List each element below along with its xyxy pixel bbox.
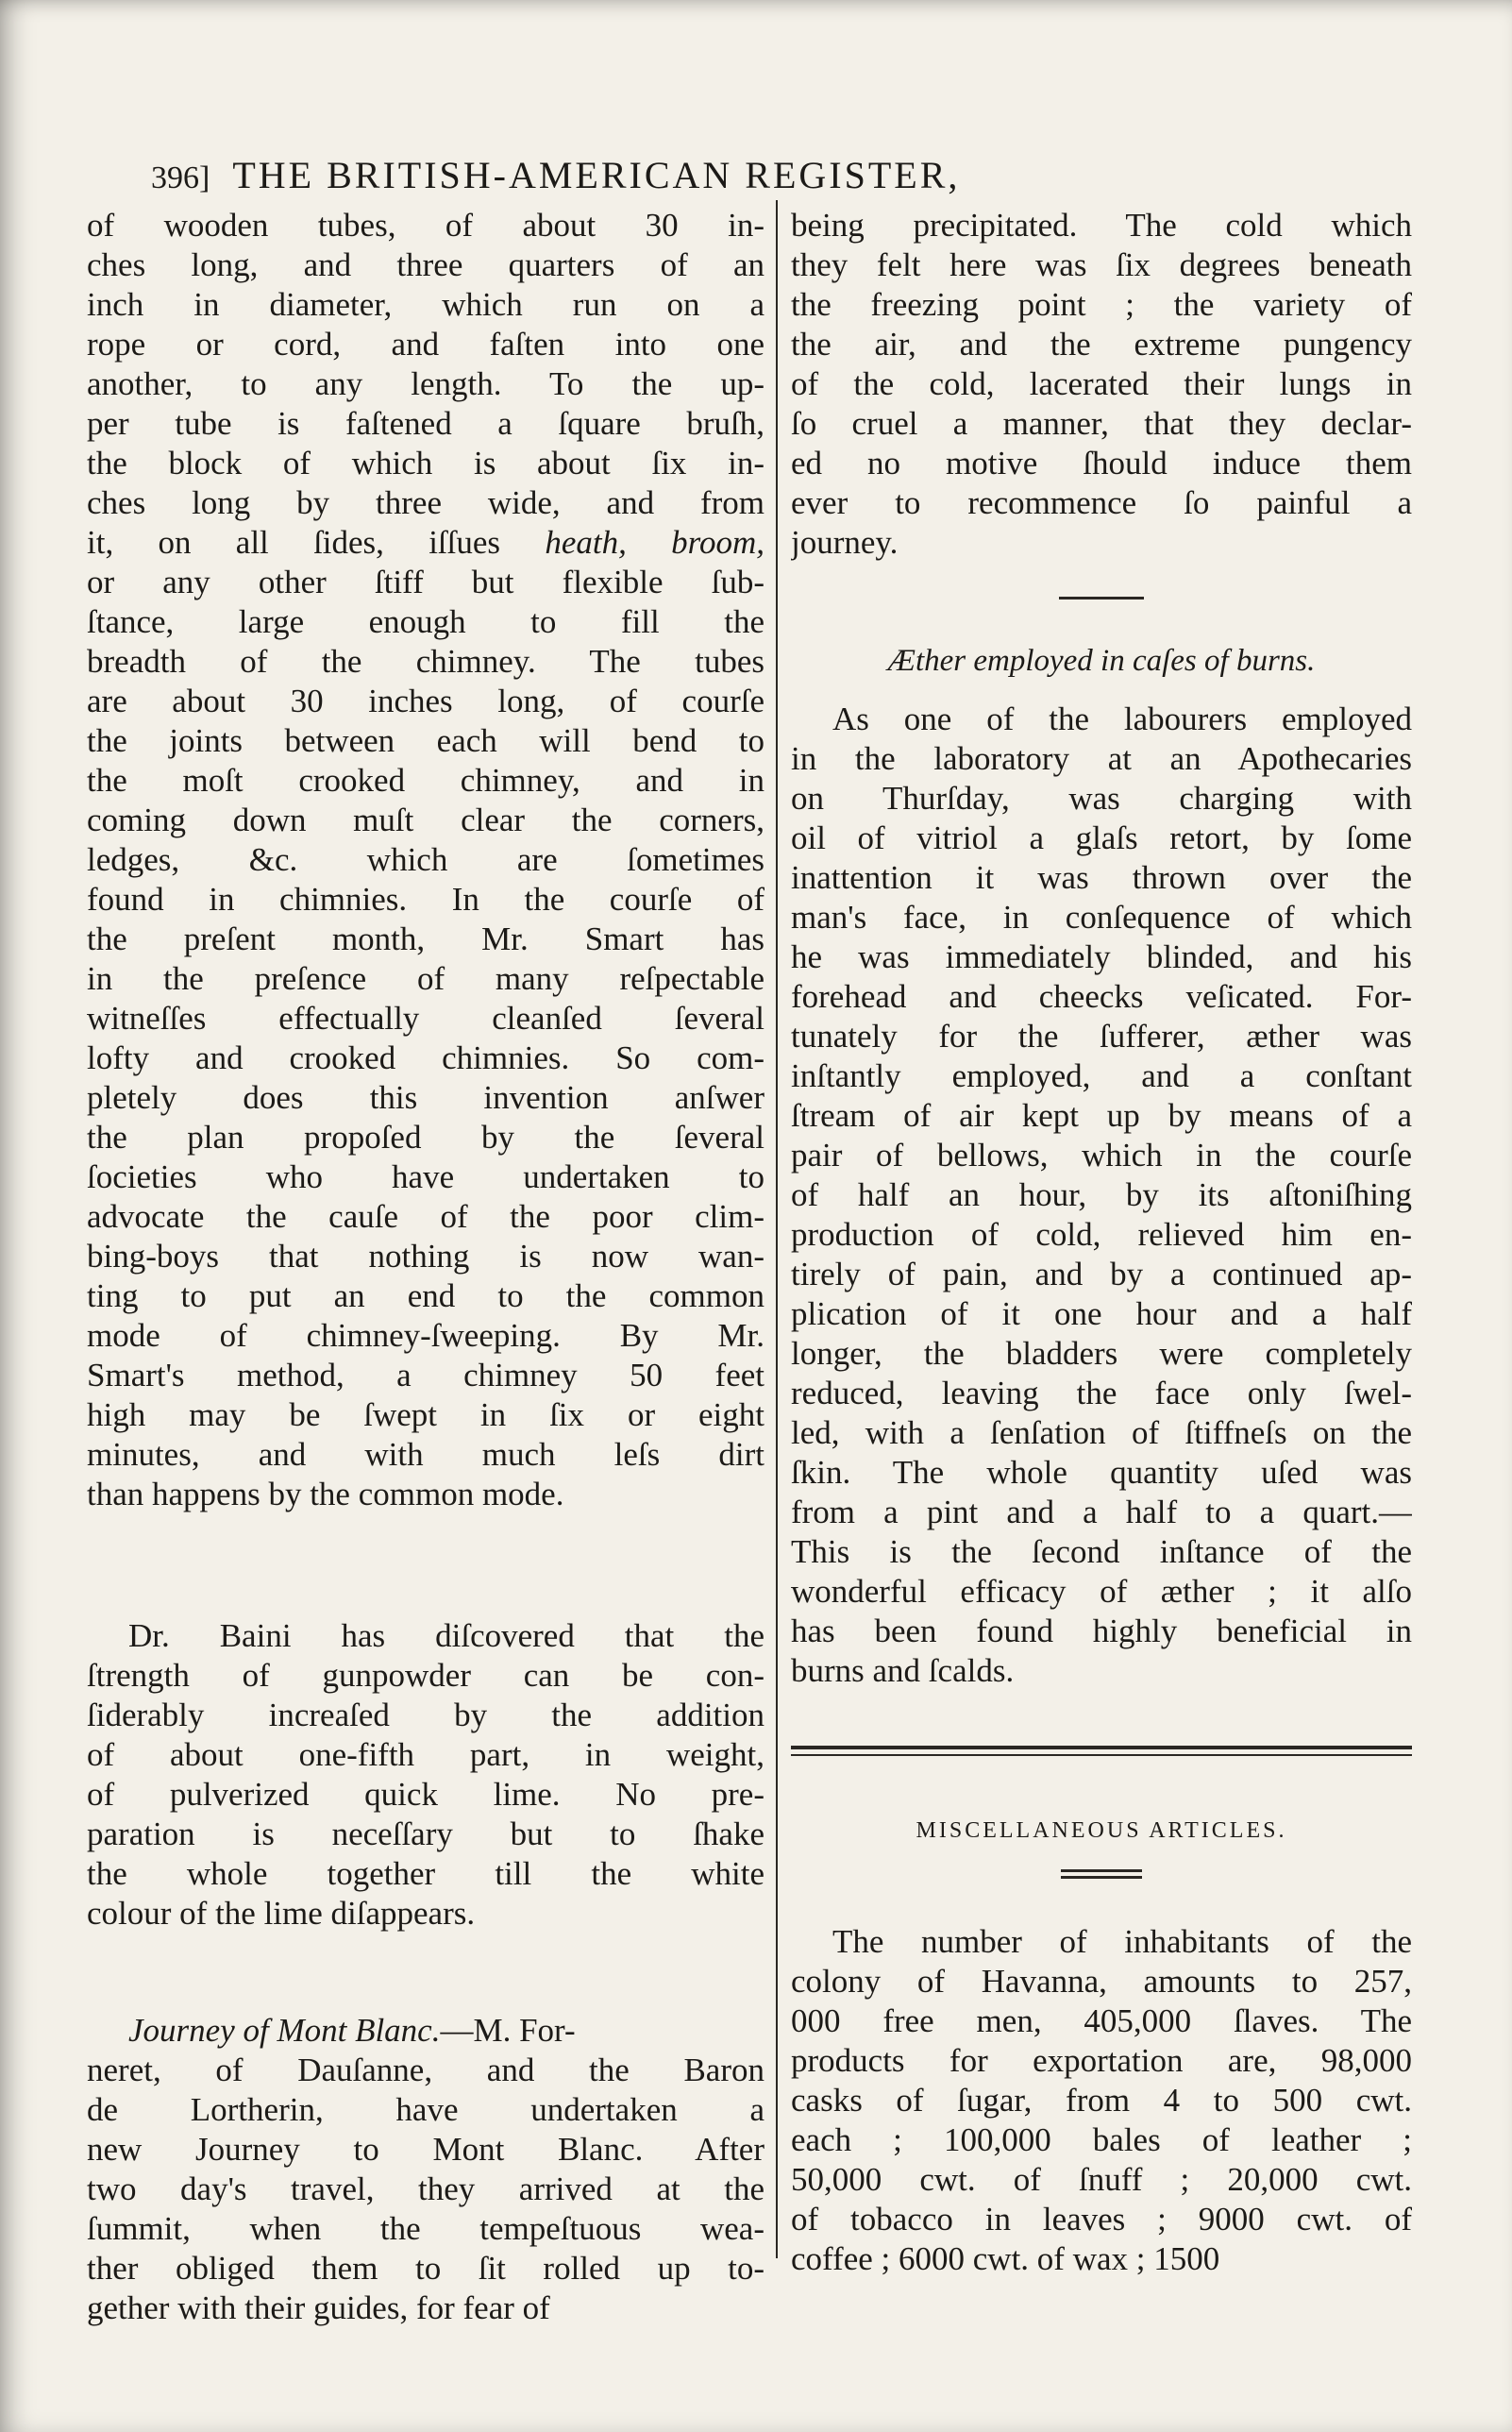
text-line: mode of chimney-ſweeping. By Mr.	[87, 1317, 764, 1354]
text-line: tunately for the ſufferer, æther was	[791, 1018, 1412, 1055]
text-line: the air, and the extreme pungency	[791, 326, 1412, 363]
text-line: wonderful efficacy of æther ; it alſo	[791, 1573, 1412, 1610]
text-line: ſiderably increaſed by the addition	[87, 1697, 764, 1733]
text-line: coffee ; 6000 cwt. of wax ; 1500	[791, 2240, 1220, 2277]
chimney-sweeping-paragraph	[87, 206, 764, 1514]
right-column	[791, 206, 1412, 2279]
text-line: the whole together till the white	[87, 1855, 764, 1892]
section-divider	[791, 1746, 1412, 1756]
text-line: in the preſence of many reſpectable	[87, 960, 764, 997]
text-line: production of cold, relieved him en-	[791, 1216, 1412, 1253]
text-line: inattention it was thrown over the	[791, 859, 1412, 896]
text-line: man's face, in conſequence of which	[791, 899, 1412, 936]
text-line: per tube is faſtened a ſquare bruſh,	[87, 405, 764, 442]
text-line: witneſſes effectually cleanſed ſeveral	[87, 1000, 764, 1037]
text-line: journey.	[791, 524, 899, 561]
text-line: ſocieties who have undertaken to	[87, 1158, 764, 1195]
section-heading: MISCELLANEOUS ARTICLES.	[916, 1818, 1287, 1843]
short-rule	[1059, 597, 1144, 600]
text-line: led, with a ſenſation of ſtiffneſs on the	[791, 1414, 1412, 1451]
text-line: ſummit, when the tempeſtuous wea-	[87, 2210, 764, 2247]
text-line: gether with their guides, for fear of	[87, 2289, 550, 2326]
text-line: lofty and crooked chimnies. So com-	[87, 1039, 764, 1076]
italic-term: heath, broom,	[545, 524, 764, 561]
text-line: tirely of pain, and by a continued ap-	[791, 1256, 1412, 1292]
text-line: de Lortherin, have undertaken a	[87, 2091, 764, 2128]
text-line: Dr. Baini has diſcovered that the	[128, 1617, 764, 1654]
text-line: the plan propoſed by the ſeveral	[87, 1119, 764, 1156]
gunpowder-paragraph	[87, 1616, 764, 1934]
text-line: ther obliged them to ſit rolled up to-	[87, 2250, 764, 2287]
text-line: oil of vitriol a glaſs retort, by ſome	[791, 819, 1412, 856]
text-line: ches long by three wide, and from	[87, 484, 764, 521]
aether-burns-paragraph	[791, 700, 1412, 1691]
text-line: in the laboratory at an Apothecaries	[791, 740, 1412, 777]
text-line: or any other ſtiff but flexible ſub-	[87, 564, 764, 600]
section-ornament-rule	[1061, 1869, 1142, 1879]
text-line: breadth of the chimney. The tubes	[87, 643, 764, 680]
running-title: THE BRITISH-AMERICAN REGISTER,	[232, 154, 961, 196]
text-line: ſo cruel a manner, that they declar-	[791, 405, 1412, 442]
text-line: the block of which is about ſix in-	[87, 445, 764, 481]
text-line: ting to put an end to the common	[87, 1277, 764, 1314]
mont-blanc-paragraph	[87, 2011, 764, 2328]
text-line: are about 30 inches long, of courſe	[87, 683, 764, 719]
text-line: 000 free men, 405,000 ſlaves. The	[791, 2002, 1412, 2039]
page-number: 396]	[151, 160, 210, 195]
text-line: ever to recommence ſo painful a	[791, 484, 1412, 521]
text-line: of half an hour, by its aſtoniſhing	[791, 1176, 1412, 1213]
text-line: pletely does this invention anſwer	[87, 1079, 764, 1116]
text-line: of the cold, lacerated their lungs in	[791, 365, 1412, 402]
text-line: of wooden tubes, of about 30 in-	[87, 207, 764, 244]
text-line: than happens by the common mode.	[87, 1476, 564, 1512]
text-line: found in chimnies. In the courſe of	[87, 881, 764, 918]
text-line: ledges, &c. which are ſometimes	[87, 841, 764, 878]
text-line: of tobacco in leaves ; 9000 cwt. of	[791, 2201, 1412, 2238]
text-line: ſtrength of gunpowder can be con-	[87, 1657, 764, 1694]
text-line: 50,000 cwt. of ſnuff ; 20,000 cwt.	[791, 2161, 1412, 2198]
text-line: colour of the lime diſappears.	[87, 1895, 476, 1932]
text-line: rope or cord, and faſten into one	[87, 326, 764, 363]
text-line: The number of inhabitants of the	[832, 1923, 1412, 1960]
text-line: of about one-fifth part, in weight,	[87, 1736, 764, 1773]
text-line: another, to any length. To the up-	[87, 365, 764, 402]
article-subheading: Æther employed in caſes of burns.	[887, 644, 1316, 678]
text-line: ſtream of air kept up by means of a	[791, 1097, 1412, 1134]
text-line: reduced, leaving the face only ſwel-	[791, 1375, 1412, 1411]
havanna-paragraph	[791, 1922, 1412, 2279]
text-line: ches long, and three quarters of an	[87, 246, 764, 283]
text-line: Smart's method, a chimney 50 feet	[87, 1357, 764, 1393]
text-line: pair of bellows, which in the courſe	[791, 1137, 1412, 1174]
text-line-rest: —M. For-	[440, 2012, 576, 2049]
text-line: has been found highly beneficial in	[791, 1613, 1412, 1649]
text-line: ſtance, large enough to fill the	[87, 603, 764, 640]
mont-blanc-continued-paragraph	[791, 206, 1412, 563]
text-line: from a pint and a half to a quart.—	[791, 1494, 1412, 1530]
text-line: high may be ſwept in ſix or eight	[87, 1396, 764, 1433]
text-line: ed no motive ſhould induce them	[791, 445, 1412, 481]
text-line: neret, of Dauſanne, and the Baron	[87, 2052, 764, 2088]
text-line: of pulverized quick lime. No pre-	[87, 1776, 764, 1813]
text-line: inſtantly employed, and a conſtant	[791, 1057, 1412, 1094]
text-line: the freezing point ; the variety of	[791, 286, 1412, 323]
text-line: ſkin. The whole quantity uſed was	[791, 1454, 1412, 1491]
left-column	[87, 206, 764, 2328]
text-line: inch in diameter, which run on a	[87, 286, 764, 323]
text-line: advocate the cauſe of the poor clim-	[87, 1198, 764, 1235]
text-line: longer, the bladders were completely	[791, 1335, 1412, 1372]
text-line: casks of ſugar, from 4 to 500 cwt.	[791, 2082, 1412, 2119]
text-line: new Journey to Mont Blanc. After	[87, 2131, 764, 2168]
text-line: being precipitated. The cold which	[791, 207, 1412, 244]
text-line: it, on all ſides, iſſues heath, broom,	[87, 524, 764, 561]
text-line: two day's travel, they arrived at the	[87, 2170, 764, 2207]
text-line: bing-boys that nothing is now wan-	[87, 1238, 764, 1275]
text-line: he was immediately blinded, and his	[791, 938, 1412, 975]
text-line: colony of Havanna, amounts to 257,	[791, 1963, 1412, 2000]
text-line: This is the ſecond inſtance of the	[791, 1533, 1412, 1570]
text-line	[87, 2011, 764, 2051]
text-line: on Thurſday, was charging with	[791, 780, 1412, 817]
text-line: each ; 100,000 bales of leather ;	[791, 2121, 1412, 2158]
text-line: the moſt crooked chimney, and in	[87, 762, 764, 799]
text-line: plication of it one hour and a half	[791, 1295, 1412, 1332]
text-line: forehead and cheecks veſicated. For-	[791, 978, 1412, 1015]
text-line: products for exportation are, 98,000	[791, 2042, 1412, 2079]
column-divider	[776, 200, 778, 2258]
article-title: Journey of Mont Blanc.	[128, 2012, 441, 2049]
text-line: paration is neceſſary but to ſhake	[87, 1816, 764, 1852]
text-line: the preſent month, Mr. Smart has	[87, 920, 764, 957]
text-line: minutes, and with much leſs dirt	[87, 1436, 764, 1473]
text-line: coming down muſt clear the corners,	[87, 802, 764, 838]
text-line: the joints between each will bend to	[87, 722, 764, 759]
text-line: burns and ſcalds.	[791, 1652, 1015, 1689]
page-header	[151, 153, 1284, 208]
text-line: they felt here was ſix degrees beneath	[791, 246, 1412, 283]
text-line: As one of the labourers employed	[832, 701, 1412, 737]
